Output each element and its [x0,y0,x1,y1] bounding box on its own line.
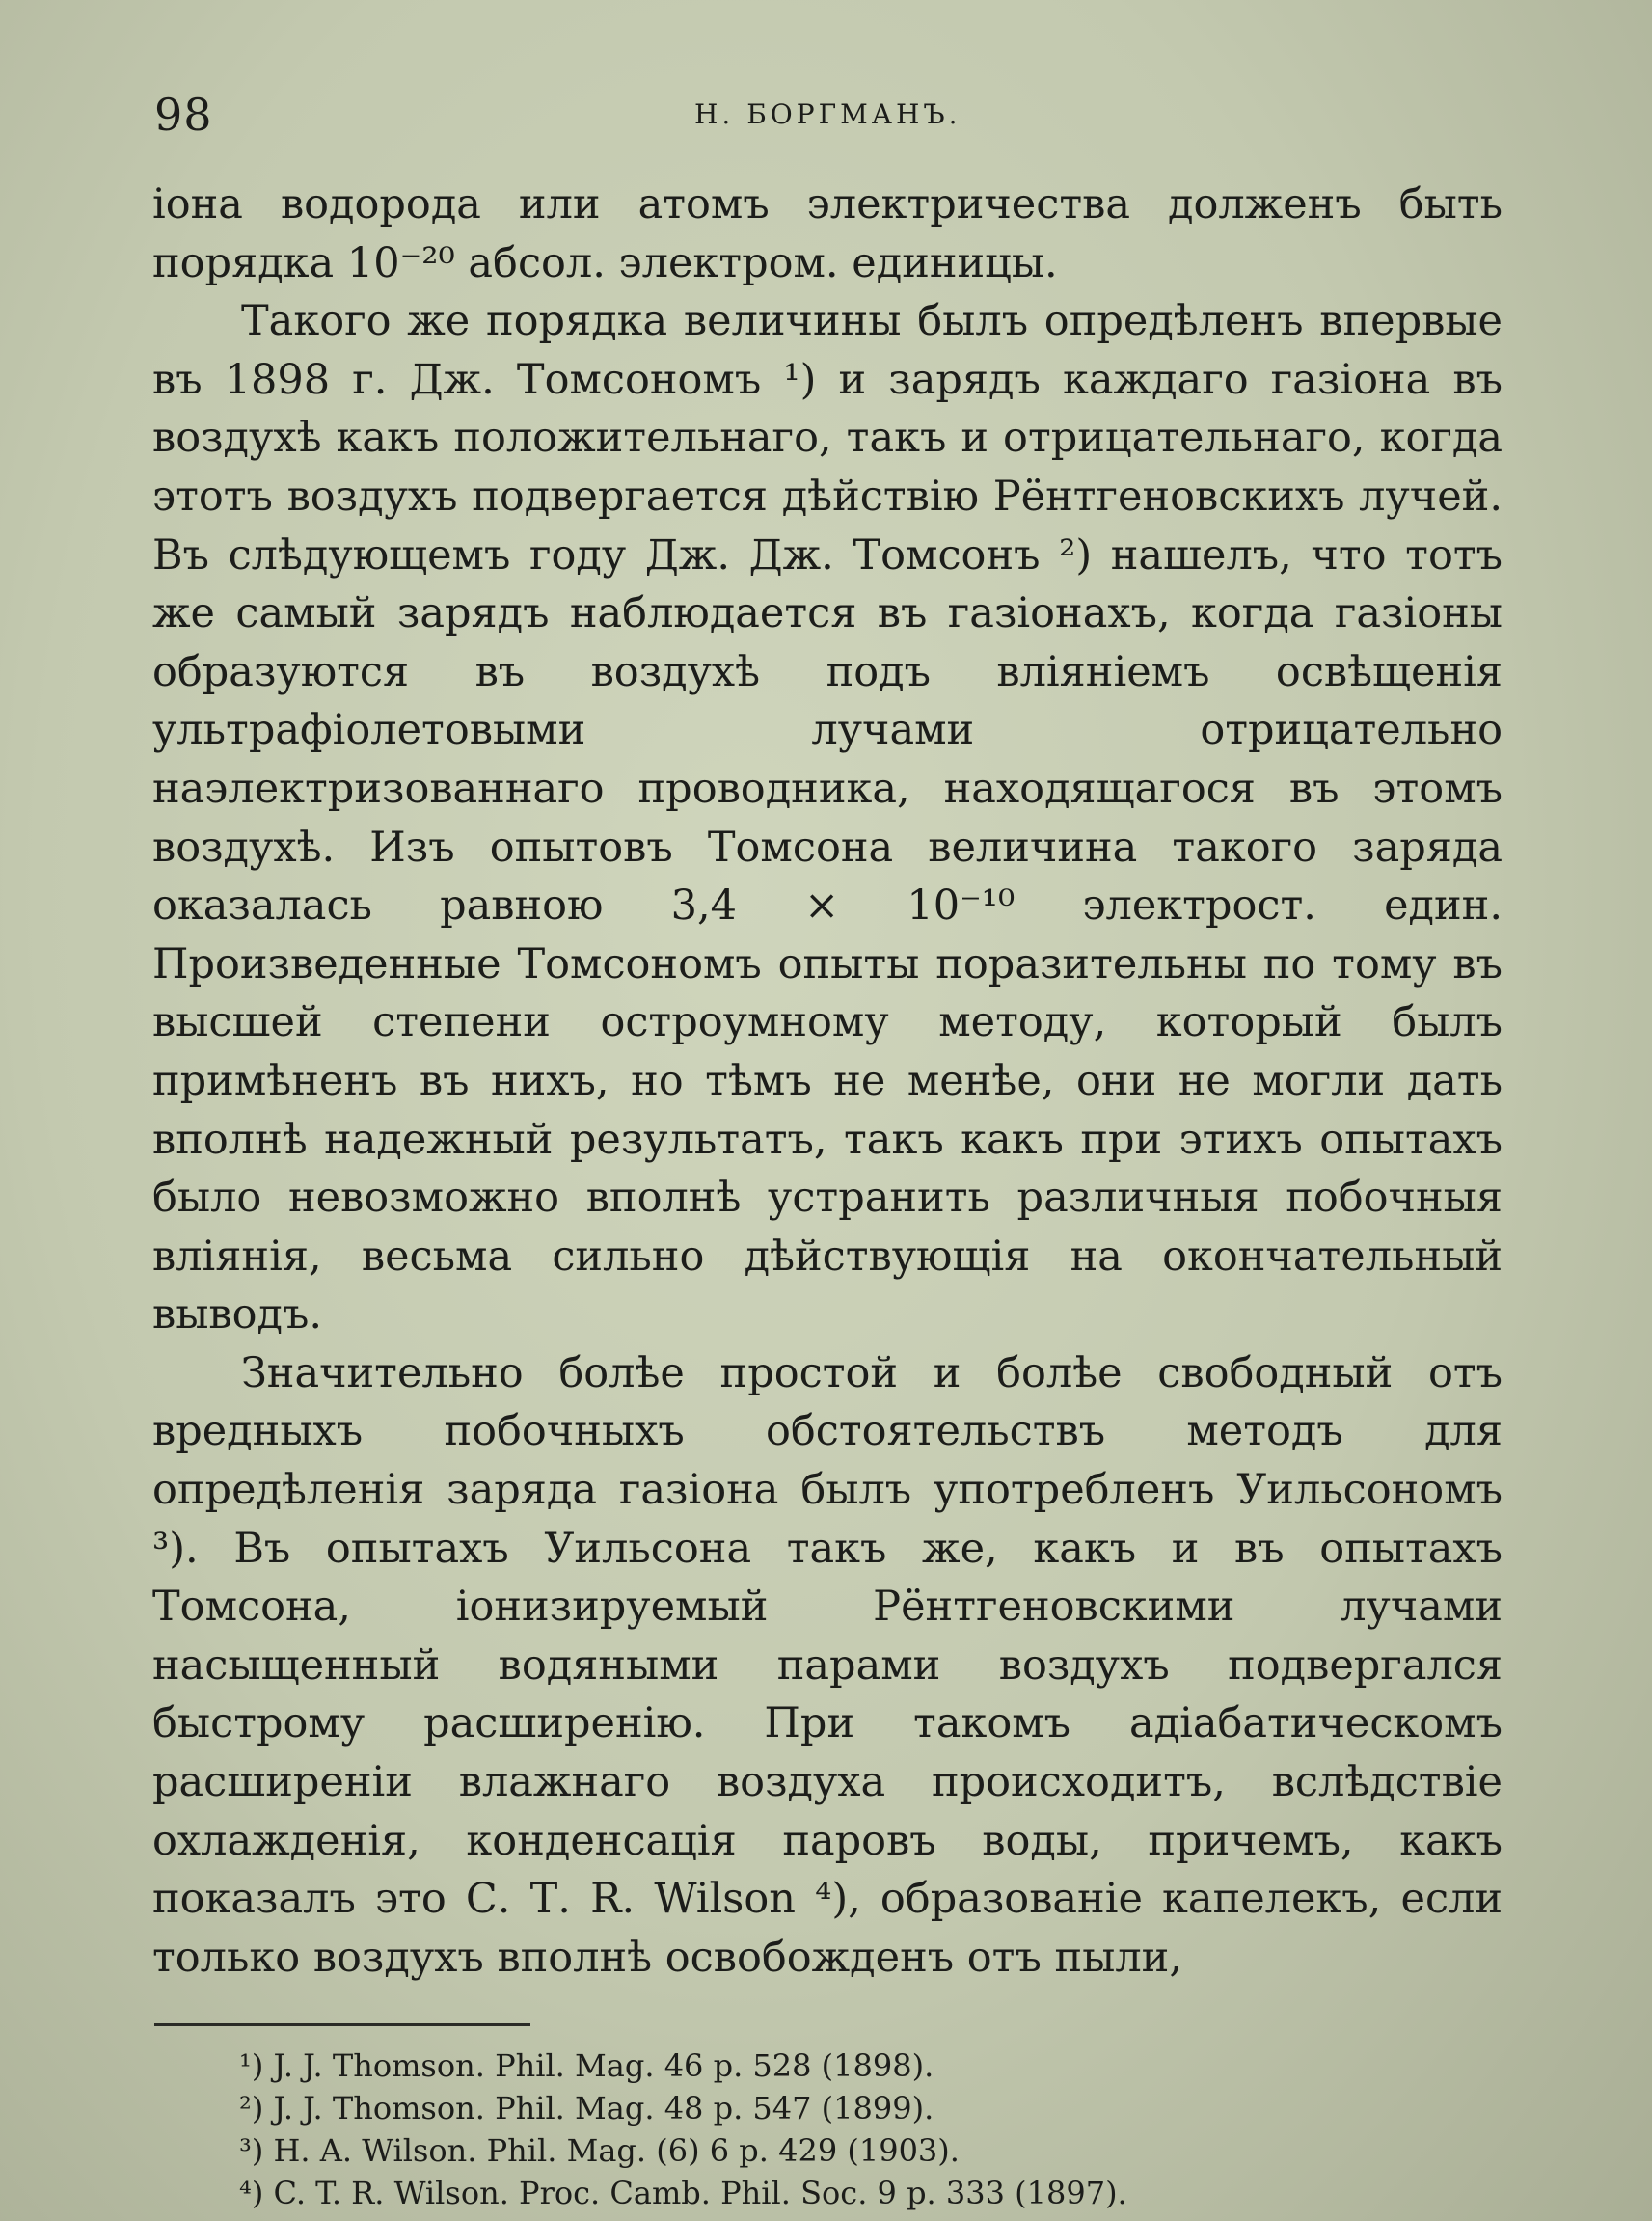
footnote-4: ⁴) C. T. R. Wilson. Proc. Camb. Phil. Soc. 9 p. 333 (1897). [239,2175,1127,2211]
paragraph-1: іона водорода или атомъ электричества долженъ быть порядка 10⁻²⁰ абсол. электром. единицы. [152,180,1503,287]
footnotes [239,2045,1493,2214]
page-number: 98 [154,89,213,141]
footnote-2: ²) J. J. Thomson. Phil. Mag. 48 p. 547 (1899). [239,2090,934,2126]
paragraph-3: Значительно болѣе простой и болѣе свободный отъ вредныхъ побочныхъ обстоятельствъ методъ для опредѣленія заряда газіона былъ употребленъ Уильсономъ ³). Въ опытахъ Уильсона такъ же, какъ и въ опытахъ Томсона, іонизируемый Рёнтгеновскими лучами насыщенный водяными парами воздухъ подвергался быстрому расширенію. При такомъ адіабатическомъ расширеніи влажнаго воздуха происходитъ, вслѣдствіе охлажденія, конденсація паровъ воды, причемъ, какъ показалъ это С. Т. R. Wilson ⁴), образованіе капелекъ, если только воздухъ вполнѣ освобожденъ отъ пыли, [152,1348,1503,1982]
footnote-1: ¹) J. J. Thomson. Phil. Mag. 46 p. 528 (1898). [239,2047,934,2084]
footnote-3: ³) H. A. Wilson. Phil. Mag. (6) 6 p. 429 (1903). [239,2132,960,2169]
running-head: Н. БОРГМАНЪ. [694,98,961,130]
page-header [154,89,1504,147]
footnote-divider [154,2023,530,2026]
paragraph-2: Такого же порядка величины былъ опредѣленъ впервые въ 1898 г. Дж. Томсономъ ¹) и зарядъ каждаго газіона въ воздухѣ какъ положительнаго, такъ и отрицательнаго, когда этотъ воздухъ подвергается дѣйствію Рёнтгеновскихъ лучей. Въ слѣдующемъ году Дж. Дж. Томсонъ ²) нашелъ, что тотъ же самый зарядъ наблюдается въ газіонахъ, когда газіоны образуются въ воздухѣ подъ вліяніемъ освѣщенія ультрафіолетовыми лучами отрицательно наэлектризованнаго проводника, находящагося въ этомъ воздухѣ. Изъ опытовъ Томсона величина такого заряда оказалась равною 3,4 × 10⁻¹⁰ электрост. един. Произведенные Томсономъ опыты поразительны по тому въ высшей степени остроумному методу, который былъ примѣненъ въ нихъ, но тѣмъ не менѣе, они не могли дать вполнѣ надежный результатъ, такъ какъ при этихъ опытахъ было невозможно вполнѣ устранить различныя побочныя вліянія, весьма сильно дѣйствующія на окончательный выводъ. [152,297,1503,1340]
body-text [152,176,1503,1987]
